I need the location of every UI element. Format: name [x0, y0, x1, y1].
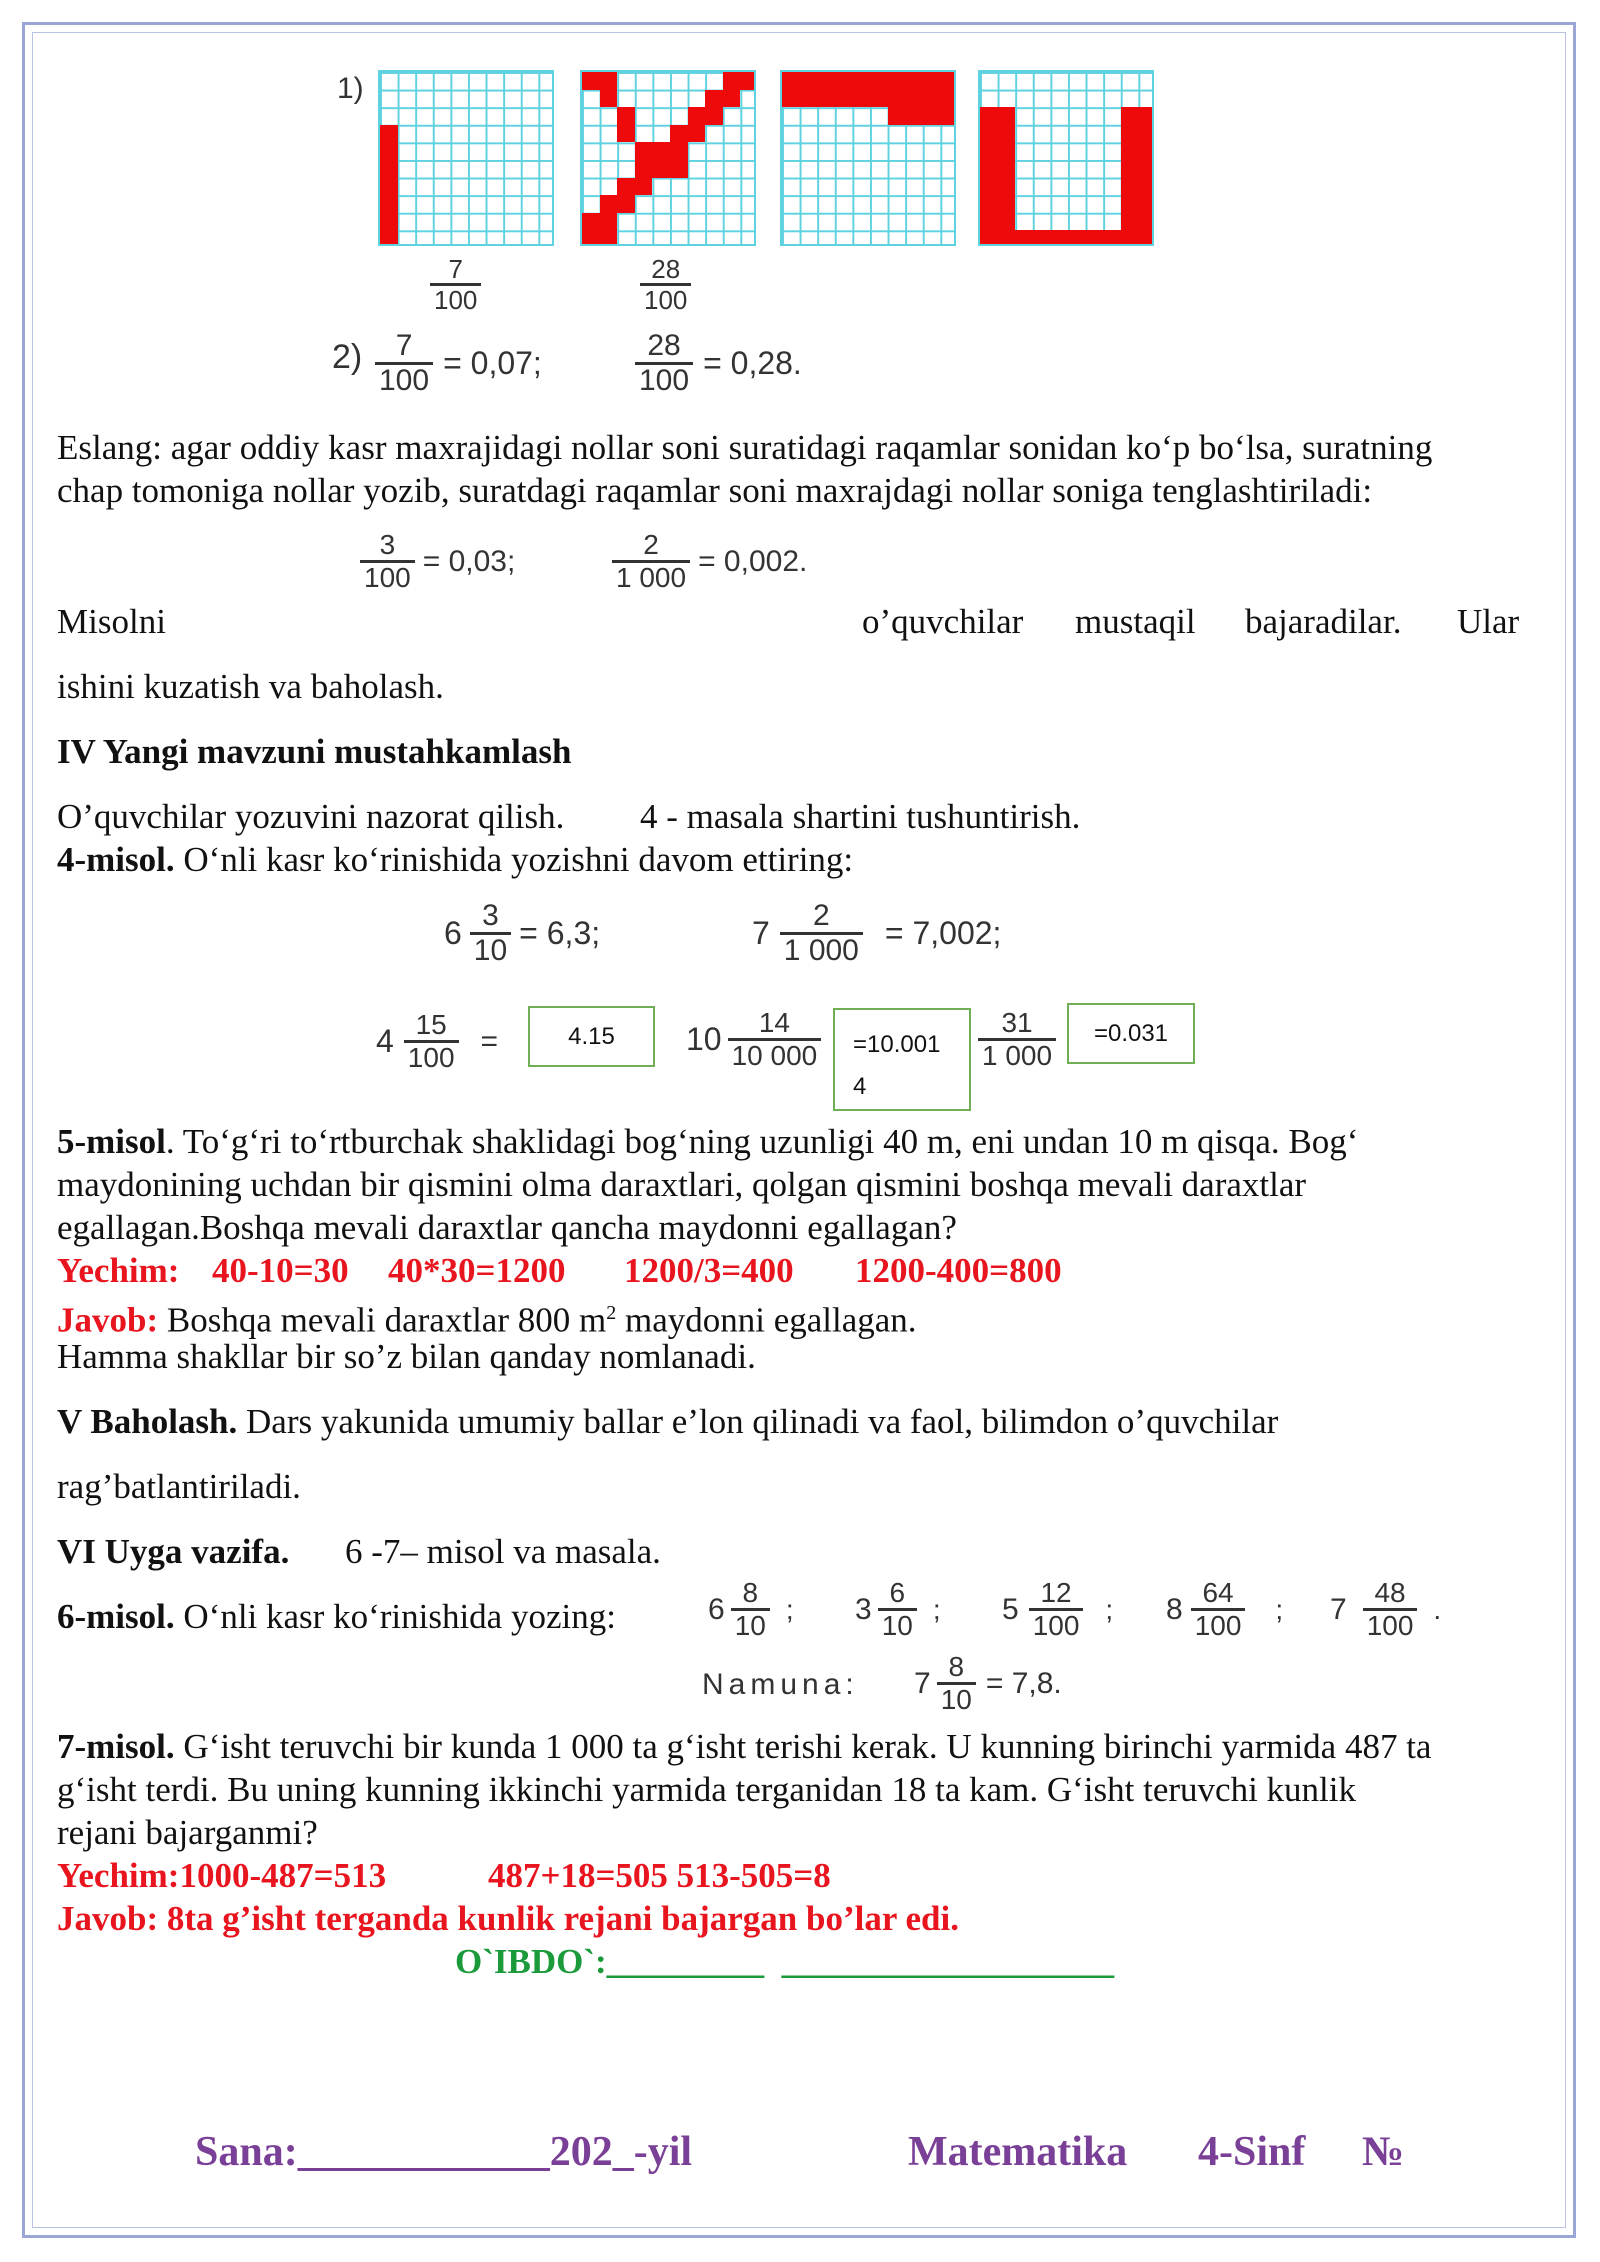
task-4-example-1: 6 $\frac{3}{10}$ = 6,3; [444, 899, 601, 967]
grid-2 [580, 70, 756, 246]
task-7-javob: Javob: 8ta g’isht terganda kunlik rejani bajargan bo’lar edi. [57, 1899, 959, 1938]
task-5-line-2: maydonining uchdan bir qismini olma daraxtlari, qolgan qismini boshqa mevali daraxtlar [57, 1165, 1307, 1204]
oibdo-line: O`IBDO`:_________ ___________________ [455, 1942, 1115, 1981]
equation-1: $\frac{7}{100}$ = 0,07; [375, 330, 542, 397]
task-4-example-2: 7 $\frac{2}{1 000}$ = 7,002; [752, 899, 1002, 967]
eslang-line-1: Eslang: agar oddiy kasr maxrajidagi nollar soni suratidagi raqamlar sonidan ko‘p bo‘lsa, suratning [57, 428, 1433, 467]
task-7-line-2: g‘isht terdi. Bu uning kunning ikkinchi yarmida terganidan 18 ta kam. G‘isht teruvchi kunlik [57, 1770, 1356, 1809]
misolni-line-2: ishini kuzatish va baholash. [57, 667, 444, 706]
task-5-yechim-step-4: 1200-400=800 [855, 1251, 1062, 1290]
eslang-example-2: $\frac{2}{1 000}$ = 0,002. [612, 530, 807, 593]
misolni-word-1: Misolni [57, 602, 166, 641]
misolni-word-3: mustaqil [1075, 602, 1196, 641]
answer-box-2-line-1: =10.001 [853, 1031, 941, 1058]
task-6-item-2: 3 $\frac{6}{10}$ ; [855, 1577, 941, 1641]
task-5-extra: Hamma shakllar bir so’z bilan qanday nomlanadi. [57, 1337, 756, 1376]
task-5-line-1: 5-misol. To‘g‘ri to‘rtburchak shaklidagi bog‘ning uzunligi 40 m, eni undan 10 m qisqa. Bog‘ [57, 1122, 1359, 1161]
footer-subject: Matematika [908, 2129, 1128, 2175]
grid-3 [780, 70, 956, 246]
figure-label-1: 1) [337, 72, 364, 105]
answer-box-3: =0.031 [1067, 1003, 1195, 1064]
eslang-example-1: $\frac{3}{100}$ = 0,03; [360, 530, 515, 593]
task-7-line-1: 7-misol. G‘isht teruvchi bir kunda 1 000 ta g‘isht terishi kerak. U kunning birinchi yarmida 487 ta [57, 1727, 1432, 1766]
task-6-item-4: 8 $\frac{64}{100}$ ; [1166, 1577, 1284, 1641]
task-6-item-5: 7 $\frac{48}{100}$ . [1330, 1577, 1442, 1641]
task-6-sample: 7 $\frac{8}{10}$ = 7,8. [914, 1651, 1062, 1715]
task-5-yechim-step-3: 1200/3=400 [624, 1251, 794, 1290]
task-4-exercise-3: $\frac{31}{1 000}$ [978, 1008, 1056, 1071]
task-4-text: 4-misol. O‘nli kasr ko‘rinishida yozishni davom ettiring: [57, 840, 854, 879]
task-6-text: 6-misol. O‘nli kasr ko‘rinishida yozing: [57, 1597, 616, 1636]
task-4-exercise-2: 10 $\frac{14}{10 000}$ [686, 1008, 821, 1071]
figure-label-2: 2) [332, 338, 363, 376]
equation-2: $\frac{28}{100}$ = 0,28. [635, 330, 802, 397]
section-5-line-2: rag’batlantiriladi. [57, 1467, 301, 1506]
section-4-heading: IV Yangi mavzuni mustahkamlash [57, 732, 572, 771]
footer-grade: 4-Sinf [1198, 2129, 1306, 2175]
misolni-word-4: bajaradilar. [1245, 602, 1402, 641]
answer-box-2 [833, 1008, 971, 1111]
caption-fraction-1: $\frac{7}{100}$ [430, 255, 481, 314]
task-6-sample-label: Namuna: [702, 1668, 859, 1701]
grid-1 [378, 70, 554, 246]
section-6-heading: VI Uyga vazifa. [57, 1532, 290, 1571]
answer-box-1: 4.15 [528, 1006, 655, 1067]
footer-date: Sana:____________202_-yil [195, 2129, 693, 2175]
task-5-line-3: egallagan.Boshqa mevali daraxtlar qancha maydonni egallagan? [57, 1208, 957, 1247]
section-5-line-1: V Baholash. Dars yakunida umumiy ballar e’lon qilinadi va faol, bilimdon o’quvchilar [57, 1402, 1279, 1441]
task-5-yechim-label: Yechim: [57, 1251, 180, 1290]
section-4-line-1a: O’quvchilar yozuvini nazorat qilish. [57, 797, 565, 836]
section-6-text: 6 -7– misol va masala. [345, 1532, 661, 1571]
misolni-word-5: Ular [1457, 602, 1520, 641]
eslang-line-2: chap tomoniga nollar yozib, suratdagi raqamlar soni maxrajdagi nollar soniga tenglashtiriladi: [57, 471, 1373, 510]
footer-number: № [1362, 2129, 1405, 2175]
misolni-word-2: o’quvchilar [862, 602, 1024, 641]
task-5-yechim-step-1: 40-10=30 [212, 1251, 349, 1290]
section-4-line-1b: 4 - masala shartini tushuntirish. [640, 797, 1081, 836]
answer-box-2-line-2: 4 [853, 1073, 867, 1100]
task-5-javob: Javob: Boshqa mevali daraxtlar 800 $m^2$ maydonni egallagan. [57, 1300, 917, 1340]
task-6-item-3: 5 $\frac{12}{100}$ ; [1002, 1577, 1114, 1641]
task-7-yechim: Yechim:1000-487=513 [57, 1856, 387, 1895]
grid-4 [978, 70, 1154, 246]
task-4-exercise-1: 4 $\frac{15}{100}$ = [376, 1009, 499, 1073]
task-7-yechim-2: 487+18=505 513-505=8 [488, 1856, 831, 1895]
task-5-yechim-step-2: 40*30=1200 [388, 1251, 566, 1290]
task-7-line-3: rejani bajarganmi? [57, 1813, 318, 1852]
task-6-item-1: 6 $\frac{8}{10}$ ; [708, 1577, 794, 1641]
caption-fraction-2: $\frac{28}{100}$ [640, 255, 691, 314]
